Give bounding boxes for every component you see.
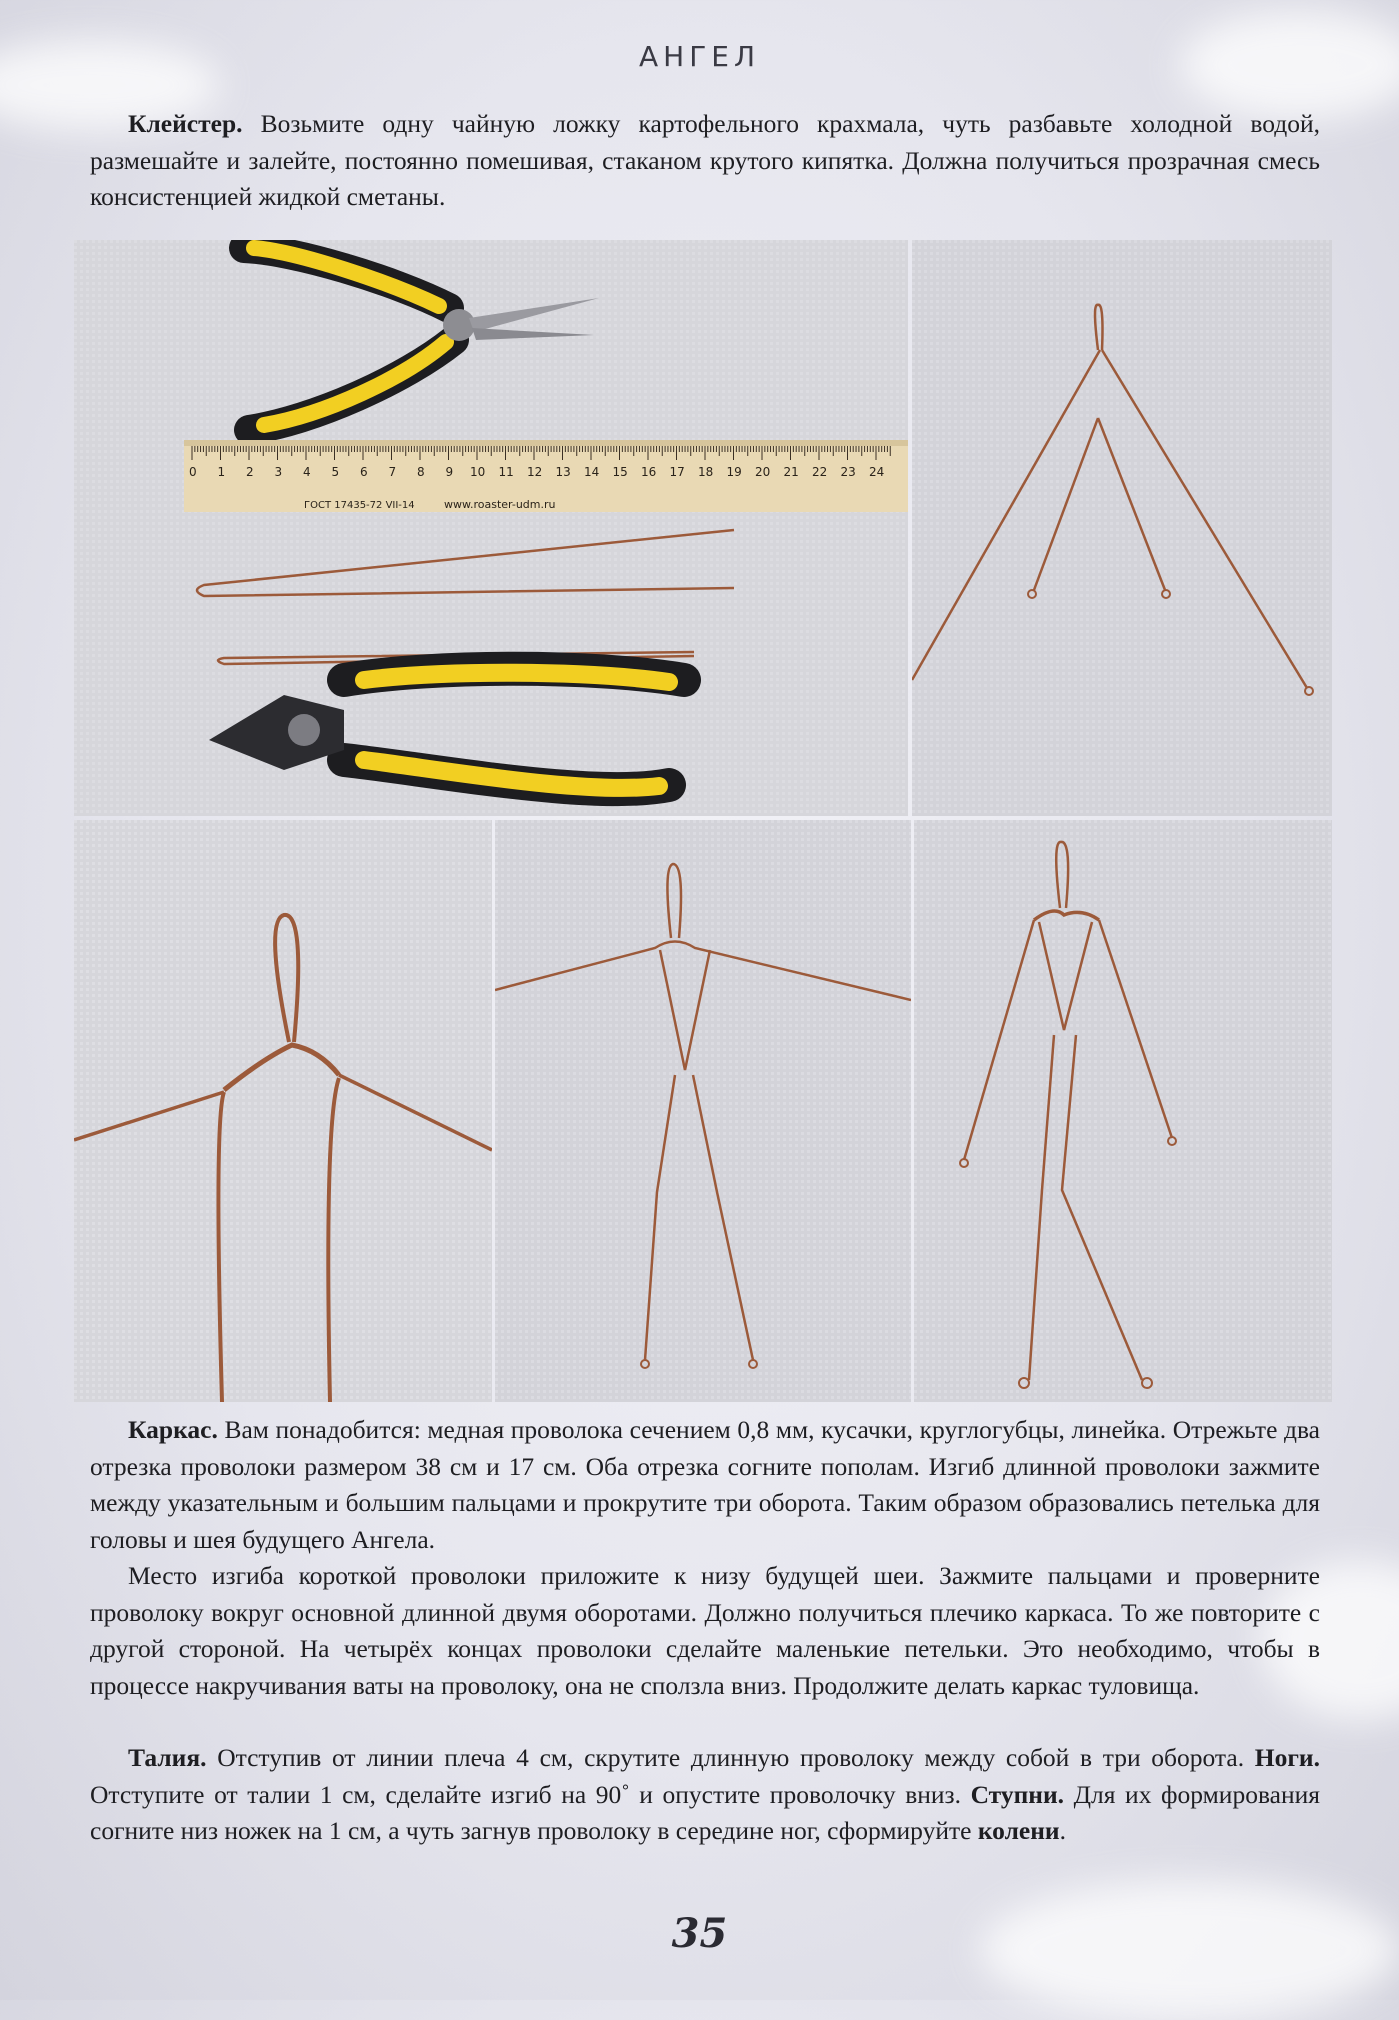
nogi-text: Отступите от талии 1 см, сделайте изгиб на 90˚ и опустите проволочку вниз.	[90, 1779, 971, 1809]
taliya-text: Отступив от линии плеча 4 см, скрутите длинную проволоку между собой в три оборота.	[206, 1743, 1255, 1772]
ruler-number: 18	[698, 465, 714, 479]
ruler-number: 2	[246, 465, 254, 479]
ruler-number: 12	[527, 465, 543, 479]
ruler-number: 14	[584, 465, 600, 479]
photo-frame-complete	[914, 820, 1332, 1402]
ruler-number: 4	[303, 465, 311, 479]
ruler-number: 21	[783, 465, 799, 479]
ruler-number: 19	[726, 465, 742, 479]
ruler-number: 11	[498, 465, 514, 479]
term-kleister: Клейстер.	[128, 109, 243, 138]
ruler-number: 16	[641, 465, 657, 479]
page-number: 35	[671, 1910, 728, 1957]
photo-frame-shoulders	[495, 820, 911, 1402]
ruler-number: 23	[840, 465, 856, 479]
paragraph-kleister	[90, 106, 1320, 216]
ruler-number: 17	[669, 465, 685, 479]
term-koleni: колени	[977, 1816, 1060, 1845]
ruler-number: 7	[388, 465, 397, 479]
ruler-number: 24	[869, 465, 885, 479]
term-stupni: Ступни.	[970, 1779, 1065, 1809]
ruler-number: 22	[812, 465, 828, 479]
photo-neck-closeup	[74, 820, 492, 1402]
kleister-text: Возьмите одну чайную ложку картофельного крахмала, чуть разбавьте холодной водой, размешайте и залейте, постоянно помешивая, стаканом крутого кипятка. Должна получиться прозрачная смесь консистенцией жидкой сметаны.	[90, 109, 1320, 211]
photo-folded-wires	[912, 240, 1332, 816]
ruler-number: 20	[755, 465, 771, 479]
ruler-number: 8	[417, 465, 425, 479]
ruler-number: 1	[217, 465, 226, 479]
term-nogi: Ноги.	[1254, 1743, 1320, 1772]
paragraph-mesto	[90, 1558, 1320, 1704]
mesto-text: Место изгиба короткой проволоки приложите к низу будущей шеи. Зажмите пальцами и проверните проволоку вокруг основной длинной двумя оборотами. Должно получиться плечико каркаса. То же повторите с другой стороной. На четырёх концах проволоки сделайте маленькие петельки. Это необходимо, чтобы в процессе накручивания ваты на проволоку, она не сползла вниз. Продолжите делать каркас туловища.	[90, 1561, 1320, 1700]
paragraph-karkas	[90, 1412, 1320, 1558]
page-header-title: АНГЕЛ	[638, 40, 761, 73]
ruler-number: 0	[189, 465, 197, 479]
photo-tools-and-wire	[74, 240, 908, 816]
ruler-url: www.roaster-udm.ru	[444, 498, 556, 511]
ruler-number: 3	[274, 465, 283, 479]
karkas-text: Вам понадобится: медная проволока сечением 0,8 мм, кусачки, круглогубцы, линейка. Отрежьте два отрезка проволоки размером 38 см и 17 см. Оба отрезка согните пополам. Изгиб длинной проволоки зажмите между указательным и большим пальцами и прокрутите три оборота. Таким образом образовались петелька для головы и шея будущего Ангела.	[90, 1415, 1320, 1554]
ruler-number: 13	[555, 465, 571, 479]
stupni-text: Для их формирования согните низ ножек на 1 см, а чуть загнув проволоку в середине ног, сформируйте	[90, 1779, 1320, 1845]
ruler-number: 15	[612, 465, 628, 479]
ruler-number: 9	[445, 465, 454, 479]
term-taliya: Талия.	[128, 1743, 207, 1772]
ruler-number: 6	[360, 465, 368, 479]
ruler-marking: ГОСТ 17435-72 VII-14	[304, 500, 415, 511]
koleni-end: .	[1059, 1816, 1066, 1845]
ruler-number: 10	[470, 465, 486, 479]
paragraph-taliya	[90, 1740, 1320, 1850]
term-karkas: Каркас.	[128, 1415, 218, 1444]
ruler-number: 5	[331, 465, 340, 479]
